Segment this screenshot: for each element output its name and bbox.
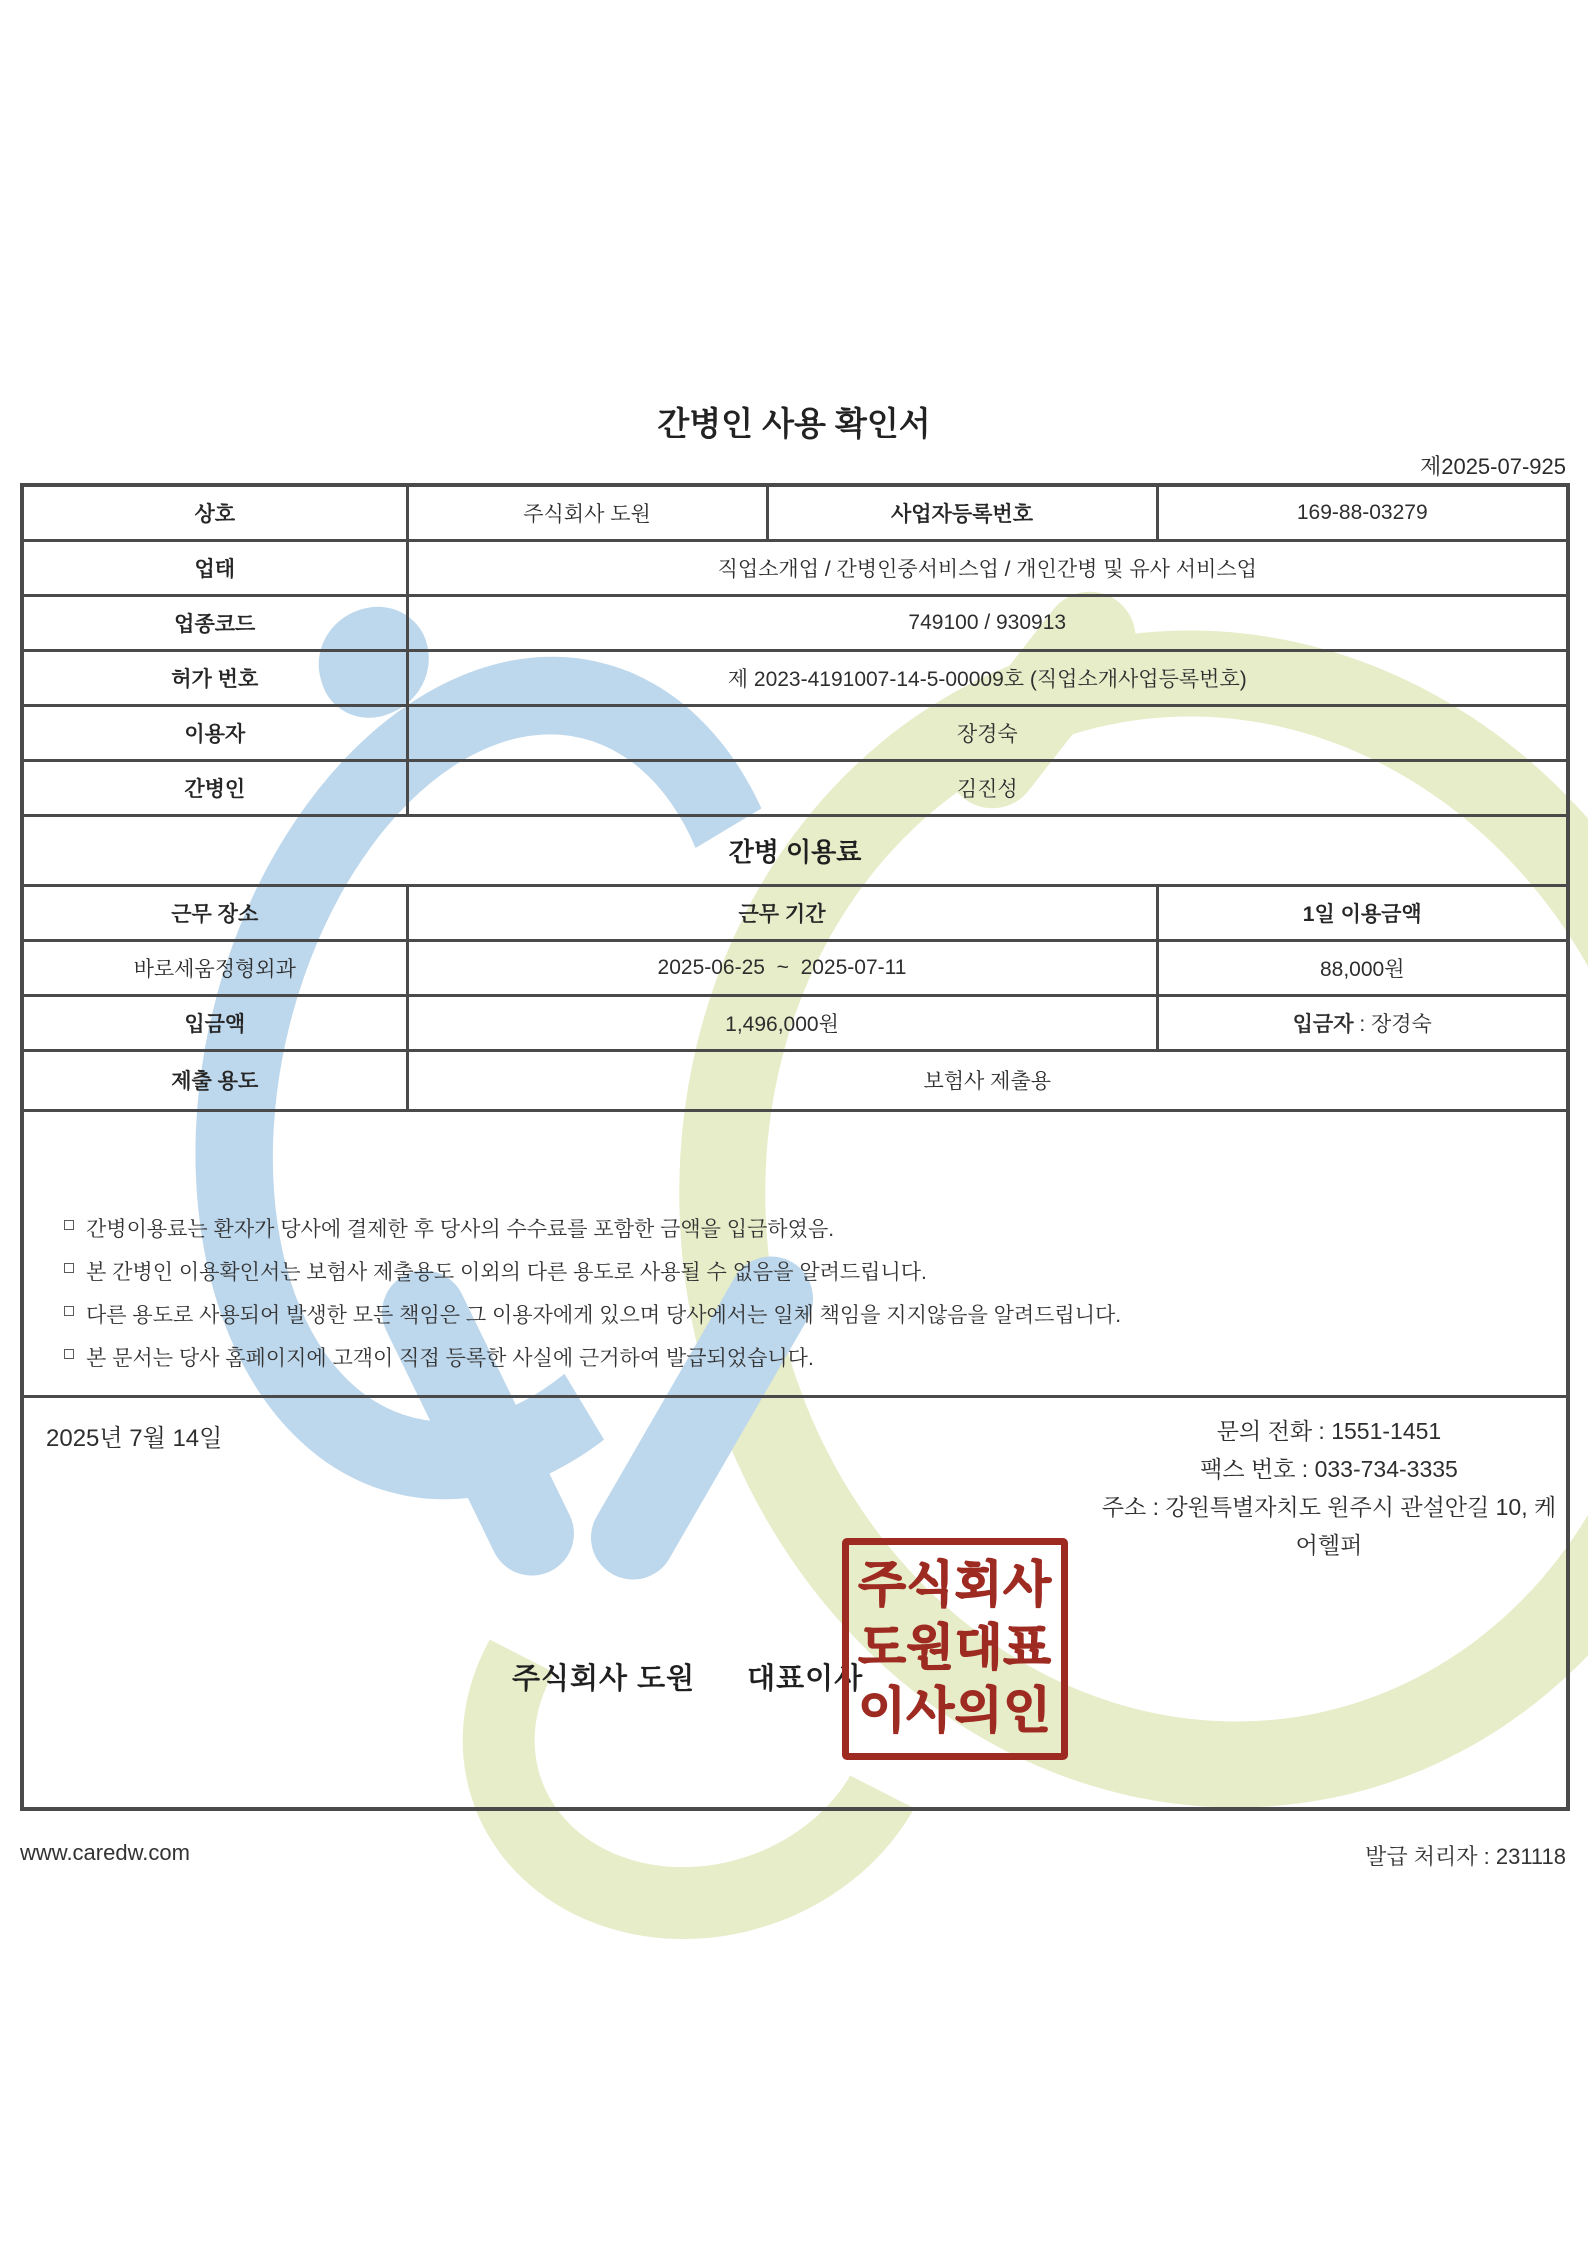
note-text: 다른 용도로 사용되어 발생한 모든 책임은 그 이용자에게 있으며 당사에서는 일체 책임을 지지않음을 알려드립니다. (86, 1304, 1122, 1327)
note-text: 간병이용료는 환자가 당사에 결제한 후 당사의 수수료를 포함한 금액을 입금하였음. (86, 1218, 835, 1241)
depositor-cell (1157, 995, 1568, 1050)
business-type-label: 업태 (22, 540, 407, 595)
note-text: 본 간병인 이용확인서는 보험사 제출용도 이외의 다른 용도로 사용될 수 없음을 알려드립니다. (86, 1261, 927, 1284)
page-footer (20, 1840, 1566, 1871)
depositor-value: : 장경숙 (1353, 1012, 1432, 1036)
table-row (22, 485, 1568, 540)
closing-row (22, 1396, 1568, 1809)
business-reg-no-label: 사업자등록번호 (767, 485, 1157, 540)
daily-fee-header: 1일 이용금액 (1157, 885, 1568, 940)
issuer-id: 발급 처리자 : 231118 (1365, 1844, 1566, 1869)
user-value: 장경숙 (407, 705, 1568, 760)
deposit-amount-value: 1,496,000원 (407, 995, 1157, 1050)
square-bullet-icon (64, 1306, 74, 1316)
submission-purpose-value: 보험사 제출용 (407, 1050, 1568, 1110)
stamp-text-row: 도원대표 (858, 1621, 1052, 1675)
depositor-label: 입금자 (1292, 1012, 1354, 1036)
industry-code-value: 749100 / 930913 (407, 595, 1568, 650)
square-bullet-icon (64, 1263, 74, 1273)
contact-info (1092, 1412, 1566, 1564)
fee-section-title: 간병 이용료 (22, 815, 1568, 885)
note-item (64, 1256, 1530, 1286)
note-item (64, 1342, 1530, 1372)
closing-cell (22, 1396, 1568, 1809)
table-row (22, 885, 1568, 940)
industry-code-label: 업종코드 (22, 595, 407, 650)
submission-purpose-label: 제출 용도 (22, 1050, 407, 1110)
fax-number: 팩스 번호 : 033-734-3335 (1200, 1455, 1458, 1482)
table-row (22, 940, 1568, 995)
license-number-value: 제 2023-4191007-14-5-00009호 (직업소개사업등록번호) (407, 650, 1568, 705)
corporate-seal-stamp (842, 1538, 1068, 1760)
license-number-label: 허가 번호 (22, 650, 407, 705)
company-name-label: 상호 (22, 485, 407, 540)
signature-ceo-title: 대표이사 (747, 1662, 864, 1695)
notes-cell (22, 1110, 1568, 1396)
company-address: 주소 : 강원특별자치도 원주시 관설안길 10, 케어헬퍼 (1101, 1493, 1557, 1558)
document-number: 제2025-07-925 (1419, 454, 1566, 479)
table-row (22, 995, 1568, 1050)
website-url: www.caredw.com (20, 1840, 190, 1865)
inquiry-phone: 문의 전화 : 1551-1451 (1216, 1417, 1442, 1444)
user-label: 이용자 (22, 705, 407, 760)
stamp-text-row: 이사의인 (858, 1684, 1052, 1738)
square-bullet-icon (64, 1220, 74, 1230)
table-row (22, 650, 1568, 705)
stamp-text-row: 주식회사 (858, 1558, 1052, 1612)
signature-company-name: 주식회사 도원 (512, 1662, 696, 1695)
business-reg-no-value: 169-88-03279 (1157, 485, 1568, 540)
confirmation-table (20, 483, 1570, 1811)
table-row (22, 760, 1568, 815)
signature-line (512, 1656, 863, 1697)
note-text: 본 문서는 당사 홈페이지에 고객이 직접 등록한 사실에 근거하여 발급되었습니다. (86, 1347, 814, 1370)
daily-fee-value: 88,000원 (1157, 940, 1568, 995)
table-row (22, 705, 1568, 760)
notes-row (22, 1110, 1568, 1396)
square-bullet-icon (64, 1349, 74, 1359)
company-name-value: 주식회사 도원 (407, 485, 767, 540)
page-title: 간병인 사용 확인서 (657, 405, 931, 442)
caregiver-value: 김진성 (407, 760, 1568, 815)
note-item (64, 1213, 1530, 1243)
table-section-header-row (22, 815, 1568, 885)
deposit-amount-label: 입금액 (22, 995, 407, 1050)
table-row (22, 595, 1568, 650)
table-row (22, 540, 1568, 595)
work-period-header: 근무 기간 (407, 885, 1157, 940)
work-period-value: 2025-06-25 ~ 2025-07-11 (407, 940, 1157, 995)
issue-date: 2025년 7월 14일 (46, 1424, 223, 1452)
business-type-value: 직업소개업 / 간병인중서비스업 / 개인간병 및 유사 서비스업 (407, 540, 1568, 595)
work-place-value: 바로세움정형외과 (22, 940, 407, 995)
note-item (64, 1299, 1530, 1329)
table-row (22, 1050, 1568, 1110)
work-place-header: 근무 장소 (22, 885, 407, 940)
caregiver-label: 간병인 (22, 760, 407, 815)
